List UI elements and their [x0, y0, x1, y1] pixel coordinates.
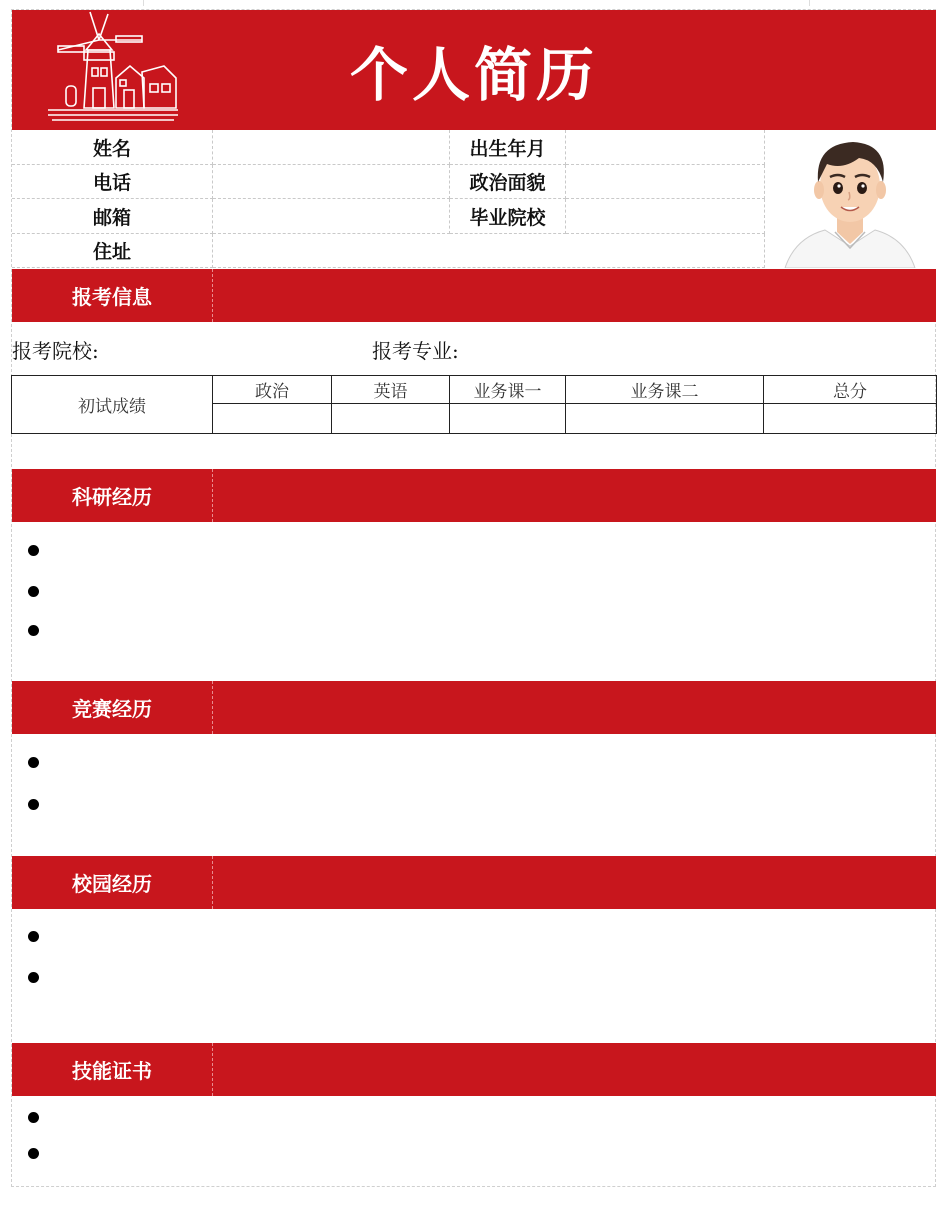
score-value-course1[interactable] — [450, 404, 566, 433]
skills-bullet — [28, 1148, 39, 1159]
competition-bullet — [28, 799, 39, 810]
birth-label: 出生年月 — [450, 130, 566, 165]
phone-value[interactable] — [213, 165, 450, 199]
score-value-english[interactable] — [332, 404, 450, 433]
score-header-politics: 政治 — [213, 376, 332, 404]
score-header-course1: 业务课一 — [450, 376, 566, 404]
school-label: 毕业院校 — [450, 199, 566, 234]
politics-label: 政治面貌 — [450, 165, 566, 199]
score-header-english: 英语 — [332, 376, 450, 404]
score-header-total: 总分 — [764, 376, 936, 404]
score-value-total[interactable] — [764, 404, 936, 433]
page-guide — [143, 0, 810, 6]
target-school-label: 报考院校: — [12, 339, 99, 363]
target-major-label: 报考专业: — [372, 339, 459, 363]
score-value-politics[interactable] — [213, 404, 332, 433]
skills-bullet — [28, 1112, 39, 1123]
avatar — [765, 130, 936, 268]
address-value[interactable] — [213, 234, 765, 268]
research-bullet — [28, 586, 39, 597]
name-label: 姓名 — [12, 130, 213, 165]
section-research-header — [12, 469, 936, 522]
section-research-title: 科研经历 — [12, 469, 213, 522]
score-row-label: 初试成绩 — [12, 376, 213, 433]
section-skills-header — [12, 1043, 936, 1096]
email-value[interactable] — [213, 199, 450, 234]
score-value-course2[interactable] — [566, 404, 764, 433]
section-campus-header — [12, 856, 936, 909]
windmill-house-icon — [46, 10, 180, 124]
address-label: 住址 — [12, 234, 213, 268]
school-value[interactable] — [566, 199, 765, 234]
section-exam-title: 报考信息 — [12, 269, 213, 322]
section-competition-title: 竞赛经历 — [12, 681, 213, 734]
page-title: 个人简历 — [349, 41, 598, 109]
section-exam-header — [12, 269, 936, 322]
section-skills-title: 技能证书 — [12, 1043, 213, 1096]
campus-bullet — [28, 972, 39, 983]
score-table — [11, 375, 937, 434]
section-campus-title: 校园经历 — [12, 856, 213, 909]
section-competition-header — [12, 681, 936, 734]
competition-bullet — [28, 757, 39, 768]
name-value[interactable] — [213, 130, 450, 165]
research-bullet — [28, 545, 39, 556]
politics-value[interactable] — [566, 165, 765, 199]
score-header-course2: 业务课二 — [566, 376, 764, 404]
research-bullet — [28, 625, 39, 636]
email-label: 邮箱 — [12, 199, 213, 234]
phone-label: 电话 — [12, 165, 213, 199]
birth-value[interactable] — [566, 130, 765, 165]
campus-bullet — [28, 931, 39, 942]
